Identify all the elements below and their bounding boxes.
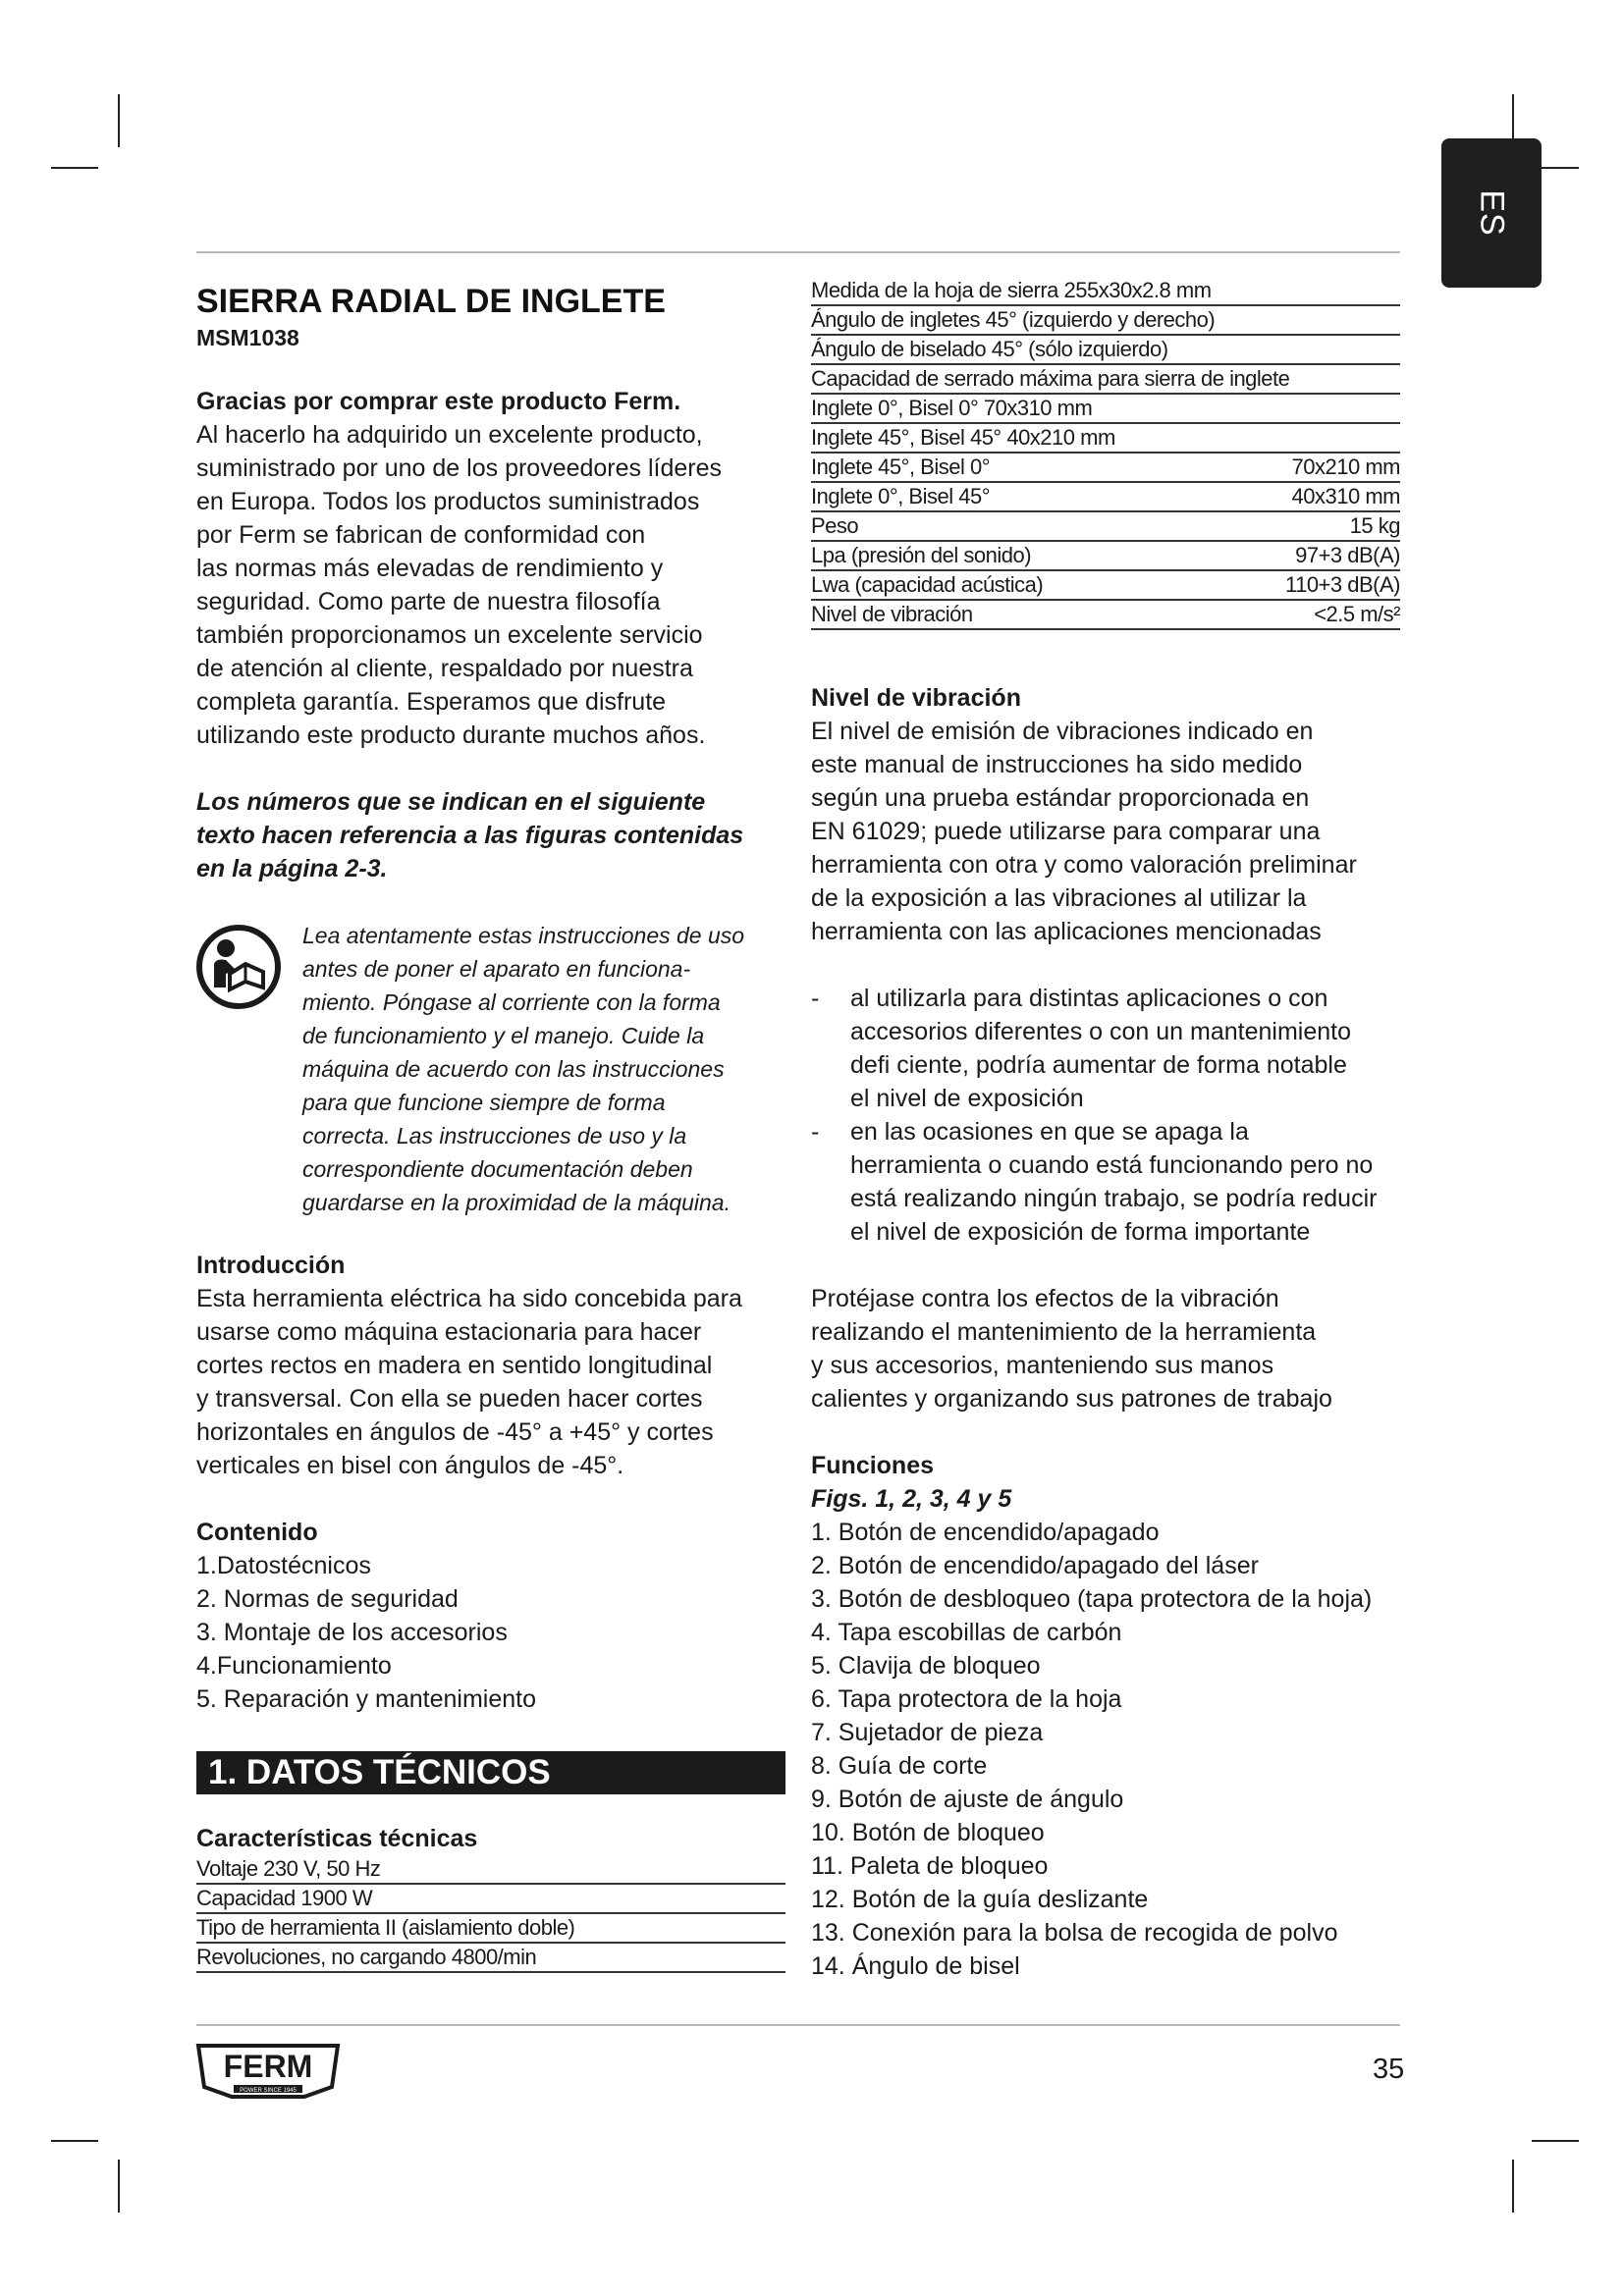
text-line: en la página 2-3.	[196, 855, 388, 882]
text-line: en las ocasiones en que se apaga la	[850, 1118, 1249, 1146]
spec-row	[811, 277, 1400, 306]
note-text	[302, 919, 785, 1219]
spec-table	[811, 277, 1400, 630]
spec-label: Capacidad 1900 W	[196, 1886, 373, 1910]
spec-label: Inglete 0°, Bisel 45°	[811, 484, 990, 508]
list-item: 7. Sujetador de pieza	[811, 1719, 1044, 1746]
text-line: seguridad. Como parte de nuestra filosofía	[196, 588, 661, 615]
thanks-paragraph	[196, 418, 785, 752]
spec-label: Ángulo de biselado 45° (sólo izquierdo)	[811, 337, 1168, 361]
spec-row	[196, 1914, 785, 1944]
model-number: MSM1038	[196, 325, 299, 350]
list-item: 3. Montaje de los accesorios	[196, 1619, 508, 1646]
text-line: el nivel de exposición	[850, 1085, 1084, 1112]
list-item: 2. Botón de encendido/apagado del láser	[811, 1552, 1259, 1579]
list-item: 13. Conexión para la bolsa de recogida de polvo	[811, 1919, 1338, 1947]
text-line: suministrado por uno de los proveedores líderes	[196, 454, 723, 482]
spec-row	[811, 601, 1400, 630]
text-line: herramienta con otra y como valoración preliminar	[811, 851, 1357, 879]
section-heading: 1. DATOS TÉCNICOS	[196, 1751, 785, 1794]
text-line: herramienta con las aplicaciones mencionadas	[811, 918, 1322, 945]
right-column	[811, 277, 1400, 1983]
spec-row	[196, 1944, 785, 1973]
text-line: máquina de acuerdo con las instrucciones	[302, 1056, 725, 1082]
spec-label: Capacidad de serrado máxima para sierra de inglete	[811, 366, 1290, 391]
text-line: miento. Póngase al corriente con la forma	[302, 989, 721, 1015]
text-line: defi ciente, podría aumentar de forma notable	[850, 1051, 1347, 1079]
spec-label: Lpa (presión del sonido)	[811, 543, 1032, 567]
text-line: Protéjase contra los efectos de la vibración	[811, 1285, 1279, 1312]
text-line: de la exposición a las vibraciones al utilizar la	[811, 884, 1307, 912]
text-line: antes de poner el aparato en funciona-	[302, 956, 691, 982]
functions-figs: Figs. 1, 2, 3, 4 y 5	[811, 1485, 1012, 1513]
contents-list	[196, 1549, 785, 1716]
bullet-item	[811, 982, 1400, 1115]
spec-row	[811, 336, 1400, 365]
text-line: herramienta o cuando está funcionando pero no	[850, 1151, 1374, 1179]
text-line: el nivel de exposición de forma importante	[850, 1218, 1311, 1246]
spec-row	[811, 395, 1400, 424]
bullet-mark: -	[811, 1118, 820, 1146]
text-line: calientes y organizando sus patrones de trabajo	[811, 1385, 1332, 1413]
text-line: completa garantía. Esperamos que disfrute	[196, 688, 667, 716]
spec-row	[811, 306, 1400, 336]
spec-row	[811, 483, 1400, 512]
text-line: verticales en bisel con ángulos de -45°.	[196, 1452, 624, 1479]
spec-row	[196, 1855, 785, 1885]
spec-label: Tipo de herramienta II (aislamiento doble)	[196, 1915, 575, 1940]
spec-label: Peso	[811, 513, 859, 538]
language-tab	[1441, 138, 1542, 288]
spec-row	[811, 365, 1400, 395]
functions-list	[811, 1516, 1400, 1983]
spec-value: 40x310 mm	[1291, 484, 1400, 508]
spec-label: Voltaje 230 V, 50 Hz	[196, 1856, 381, 1881]
vibration-paragraph	[811, 715, 1400, 948]
text-line: horizontales en ángulos de -45° a +45° y cortes	[196, 1418, 714, 1446]
bullet-text	[850, 982, 1351, 1115]
crop-mark	[1532, 2140, 1579, 2142]
text-line: por Ferm se fabrican de conformidad con	[196, 521, 646, 549]
text-line: para que funcione siempre de forma	[302, 1090, 666, 1115]
text-line: Esta herramienta eléctrica ha sido concebida para	[196, 1285, 742, 1312]
spec-value: 110+3 dB(A)	[1284, 572, 1400, 597]
logo-text: FERM	[223, 2049, 313, 2084]
page-title: SIERRA RADIAL DE INGLETE	[196, 283, 666, 320]
text-line: Lea atentamente estas instrucciones de uso	[302, 923, 745, 948]
crop-mark	[51, 2140, 98, 2142]
logo-tagline: POWER SINCE 1945	[240, 2088, 297, 2094]
spec-label: Ángulo de ingletes 45° (izquierdo y derecho)	[811, 307, 1216, 332]
list-item: 6. Tapa protectora de la hoja	[811, 1685, 1122, 1713]
list-item: 1. Botón de encendido/apagado	[811, 1519, 1160, 1546]
text-line: usarse como máquina estacionaria para hacer	[196, 1318, 702, 1346]
list-item: 4.Funcionamiento	[196, 1652, 392, 1680]
text-line: realizando el mantenimiento de la herramienta	[811, 1318, 1317, 1346]
text-line: utilizando este producto durante muchos años.	[196, 721, 706, 749]
list-item: 10. Botón de bloqueo	[811, 1819, 1045, 1846]
list-item: 5. Reparación y mantenimiento	[196, 1685, 537, 1713]
list-item: 2. Normas de seguridad	[196, 1585, 459, 1613]
text-line: correspondiente documentación deben	[302, 1156, 693, 1182]
spec-label: Nivel de vibración	[811, 602, 973, 626]
bullet-item	[811, 1115, 1400, 1249]
list-item: 12. Botón de la guía deslizante	[811, 1886, 1149, 1913]
text-line: según una prueba estándar proporcionada en	[811, 784, 1310, 812]
text-line: y sus accesorios, manteniendo sus manos	[811, 1352, 1274, 1379]
text-line: este manual de instrucciones ha sido medido	[811, 751, 1303, 778]
crop-mark	[1512, 2160, 1514, 2213]
bullet-mark: -	[811, 985, 820, 1012]
list-item: 4. Tapa escobillas de carbón	[811, 1619, 1122, 1646]
intro-heading: Introducción	[196, 1252, 346, 1279]
spec-label: Inglete 0°, Bisel 0° 70x310 mm	[811, 396, 1093, 420]
list-item: 8. Guía de corte	[811, 1752, 988, 1780]
spec-label: Inglete 45°, Bisel 0°	[811, 454, 990, 479]
list-item: 9. Botón de ajuste de ángulo	[811, 1786, 1124, 1813]
text-line: al utilizarla para distintas aplicaciones o con	[850, 985, 1328, 1012]
text-line: El nivel de emisión de vibraciones indicado en	[811, 718, 1314, 745]
functions-heading: Funciones	[811, 1452, 935, 1479]
text-line: en Europa. Todos los productos suministrados	[196, 488, 700, 515]
spec-label: Inglete 45°, Bisel 45° 40x210 mm	[811, 425, 1115, 450]
list-item: 1.Datostécnicos	[196, 1552, 371, 1579]
text-line: también proporcionamos un excelente servicio	[196, 621, 703, 649]
spec-value: 97+3 dB(A)	[1295, 543, 1400, 567]
text-line: está realizando ningún trabajo, se podría reducir	[850, 1185, 1378, 1212]
tech-table	[196, 1855, 785, 1973]
crop-mark	[118, 94, 120, 147]
spec-label: Revoluciones, no cargando 4800/min	[196, 1945, 537, 1969]
spec-value: 70x210 mm	[1291, 454, 1400, 479]
spec-value: <2.5 m/s²	[1314, 602, 1400, 626]
vibration-heading: Nivel de vibración	[811, 684, 1021, 712]
ferm-logo	[194, 2042, 342, 2101]
figure-reference	[196, 785, 785, 885]
protect-paragraph	[811, 1282, 1400, 1415]
list-item: 5. Clavija de bloqueo	[811, 1652, 1041, 1680]
text-line: las normas más elevadas de rendimiento y	[196, 555, 664, 582]
text-line: guardarse en la proximidad de la máquina.	[302, 1190, 731, 1215]
text-line: de atención al cliente, respaldado por nuestra	[196, 655, 693, 682]
spec-label: Lwa (capacidad acústica)	[811, 572, 1044, 597]
spec-row	[811, 512, 1400, 542]
read-instructions-note	[196, 919, 785, 1219]
top-rule	[196, 251, 1400, 253]
spec-row	[196, 1885, 785, 1914]
page-number: 35	[1373, 2054, 1405, 2085]
text-line: correcta. Las instrucciones de uso y la	[302, 1123, 687, 1148]
text-line: Al hacerlo ha adquirido un excelente producto,	[196, 421, 703, 449]
spec-label: Medida de la hoja de sierra 255x30x2.8 mm	[811, 278, 1212, 302]
text-line: texto hacen referencia a las figuras contenidas	[196, 822, 744, 849]
list-item: 14. Ángulo de bisel	[811, 1952, 1020, 1980]
crop-mark	[51, 167, 98, 169]
bullet-text	[850, 1115, 1377, 1249]
text-line: accesorios diferentes o con un mantenimiento	[850, 1018, 1352, 1045]
spec-row	[811, 454, 1400, 483]
list-item: 11. Paleta de bloqueo	[811, 1852, 1049, 1880]
spec-value: 15 kg	[1349, 513, 1400, 538]
bottom-rule	[196, 2024, 1400, 2026]
text-line: cortes rectos en madera en sentido longitudinal	[196, 1352, 713, 1379]
spec-row	[811, 542, 1400, 571]
spec-row	[811, 571, 1400, 601]
left-column	[196, 285, 785, 1973]
read-manual-icon	[196, 925, 281, 1009]
tech-heading: Características técnicas	[196, 1825, 478, 1852]
thanks-heading: Gracias por comprar este producto Ferm.	[196, 388, 681, 415]
contents-heading: Contenido	[196, 1519, 318, 1546]
crop-mark	[118, 2160, 120, 2213]
text-line: de funcionamiento y el manejo. Cuide la	[302, 1023, 705, 1048]
spec-row	[811, 424, 1400, 454]
intro-paragraph	[196, 1282, 785, 1482]
language-tab-label: ES	[1473, 189, 1511, 237]
text-line: EN 61029; puede utilizarse para comparar una	[811, 818, 1321, 845]
text-line: y transversal. Con ella se pueden hacer cortes	[196, 1385, 703, 1413]
list-item: 3. Botón de desbloqueo (tapa protectora de la hoja)	[811, 1585, 1373, 1613]
text-line: Los números que se indican en el siguiente	[196, 788, 706, 816]
